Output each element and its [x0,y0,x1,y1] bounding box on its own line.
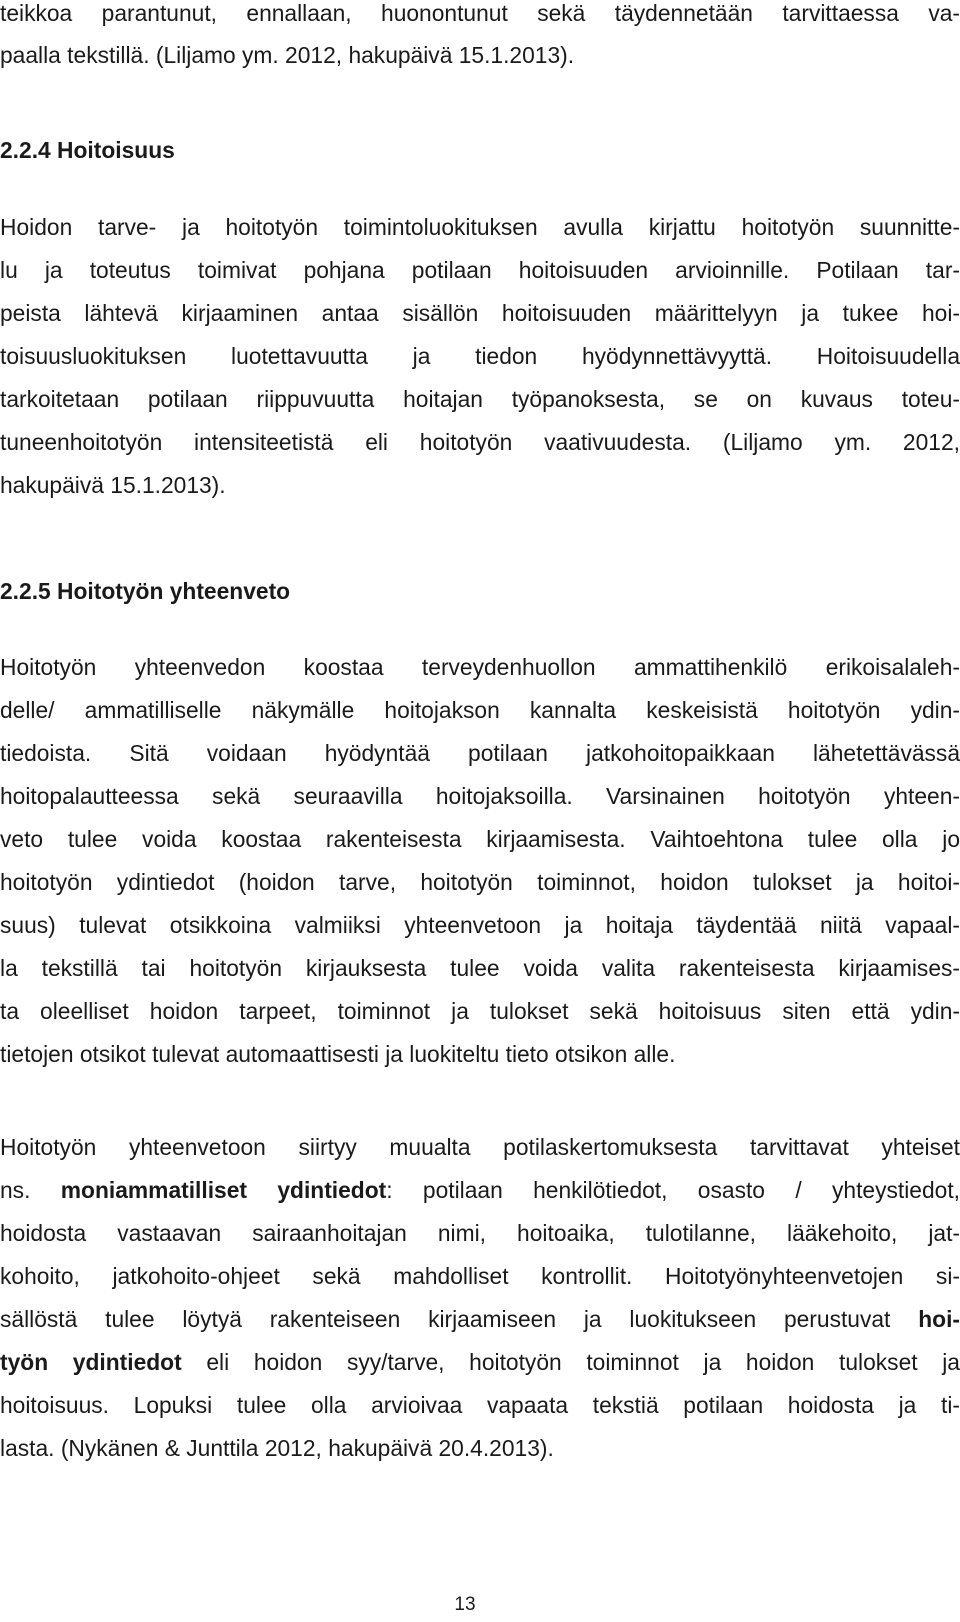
body-text-line: tuneenhoitotyön intensiteetistä eli hoitotyön vaativuudesta. (Liljamo ym. 2012, [0,429,960,455]
body-text-line: tiedoista. Sitä voidaan hyödyntää potilaan jatkohoitopaikkaan lähetettävässä [0,740,960,766]
section-heading: 2.2.5 Hoitotyön yhteenveto [0,578,291,604]
body-text-line: hoitotyön ydintiedot (hoidon tarve, hoitotyön toiminnot, hoidon tulokset ja hoitoi- [0,869,960,895]
body-text-line: tietojen otsikot tulevat automaattisesti ja luokiteltu tieto otsikon alle. [0,1041,676,1067]
body-text-line: Hoidon tarve- ja hoitotyön toimintoluokituksen avulla kirjattu hoitotyön suunnitte- [0,214,960,240]
bold-term: työn ydintiedot [0,1349,182,1375]
body-text-line: hoidosta vastaavan sairaanhoitajan nimi, hoitoaika, tulotilanne, lääkehoito, jat- [0,1220,960,1246]
body-text-line: teikkoa parantunut, ennallaan, huonontunut sekä täydennetään tarvittaessa va- [0,0,960,26]
text-run: eli hoidon syy/tarve, hoitotyön toiminnot ja hoidon tulokset ja [181,1349,960,1375]
body-text-line: toisuusluokituksen luotettavuutta ja tiedon hyödynnettävyyttä. Hoitoisuudella [0,343,960,369]
body-text-line [0,1177,960,1204]
body-text-line: Hoitotyön yhteenvetoon siirtyy muualta potilaskertomuksesta tarvittavat yhteiset [0,1134,960,1160]
body-text-line: hoitopalautteessa sekä seuraavilla hoitojaksoilla. Varsinainen hoitotyön yhteen- [0,783,960,809]
body-text-line: paalla tekstillä. (Liljamo ym. 2012, hakupäivä 15.1.2013). [0,42,575,68]
bold-term: hoi- [918,1306,960,1332]
section-heading: 2.2.4 Hoitoisuus [0,137,175,163]
body-text-line: hakupäivä 15.1.2013). [0,472,226,498]
body-text-line: suus) tulevat otsikkoina valmiiksi yhteenvetoon ja hoitaja täydentää niitä vapaal- [0,912,960,938]
body-text-line: la tekstillä tai hoitotyön kirjauksesta tulee voida valita rakenteisesta kirjaamises- [0,955,960,981]
text-run: : potilaan henkilötiedot, osasto / yhteystiedot, [386,1177,960,1203]
body-text-line: lasta. (Nykänen & Junttila 2012, hakupäivä 20.4.2013). [0,1435,554,1461]
text-run: ns. [0,1177,61,1203]
body-text-line: lu ja toteutus toimivat pohjana potilaan hoitoisuuden arvioinnille. Potilaan tar- [0,257,960,283]
bold-term: moniammatilliset ydintiedot [60,1177,387,1203]
page-number: 13 [454,1594,476,1615]
body-text-line: delle/ ammatilliselle näkymälle hoitojakson kannalta keskeisistä hoitotyön ydin- [0,697,960,723]
body-text-line: hoitoisuus. Lopuksi tulee olla arvioivaa vapaata tekstiä potilaan hoidosta ja ti- [0,1392,960,1418]
body-text-line [0,1349,960,1376]
body-text-line: ta oleelliset hoidon tarpeet, toiminnot ja tulokset sekä hoitoisuus siten että ydin- [0,998,960,1024]
body-text-line: veto tulee voida koostaa rakenteisesta kirjaamisesta. Vaihtoehtona tulee olla jo [0,826,960,852]
body-text-line [0,1306,960,1333]
body-text-line: kohoito, jatkohoito-ohjeet sekä mahdolliset kontrollit. Hoitotyönyhteenvetojen si- [0,1263,960,1289]
body-text-line: Hoitotyön yhteenvedon koostaa terveydenhuollon ammattihenkilö erikoisalaleh- [0,654,960,680]
body-text-line: peista lähtevä kirjaaminen antaa sisällön hoitoisuuden määrittelyyn ja tukee hoi- [0,300,960,326]
body-text-line: tarkoitetaan potilaan riippuvuutta hoitajan työpanoksesta, se on kuvaus toteu- [0,386,960,412]
text-run: sällöstä tulee löytyä rakenteiseen kirjaamiseen ja luokitukseen perustuvat [0,1306,919,1332]
